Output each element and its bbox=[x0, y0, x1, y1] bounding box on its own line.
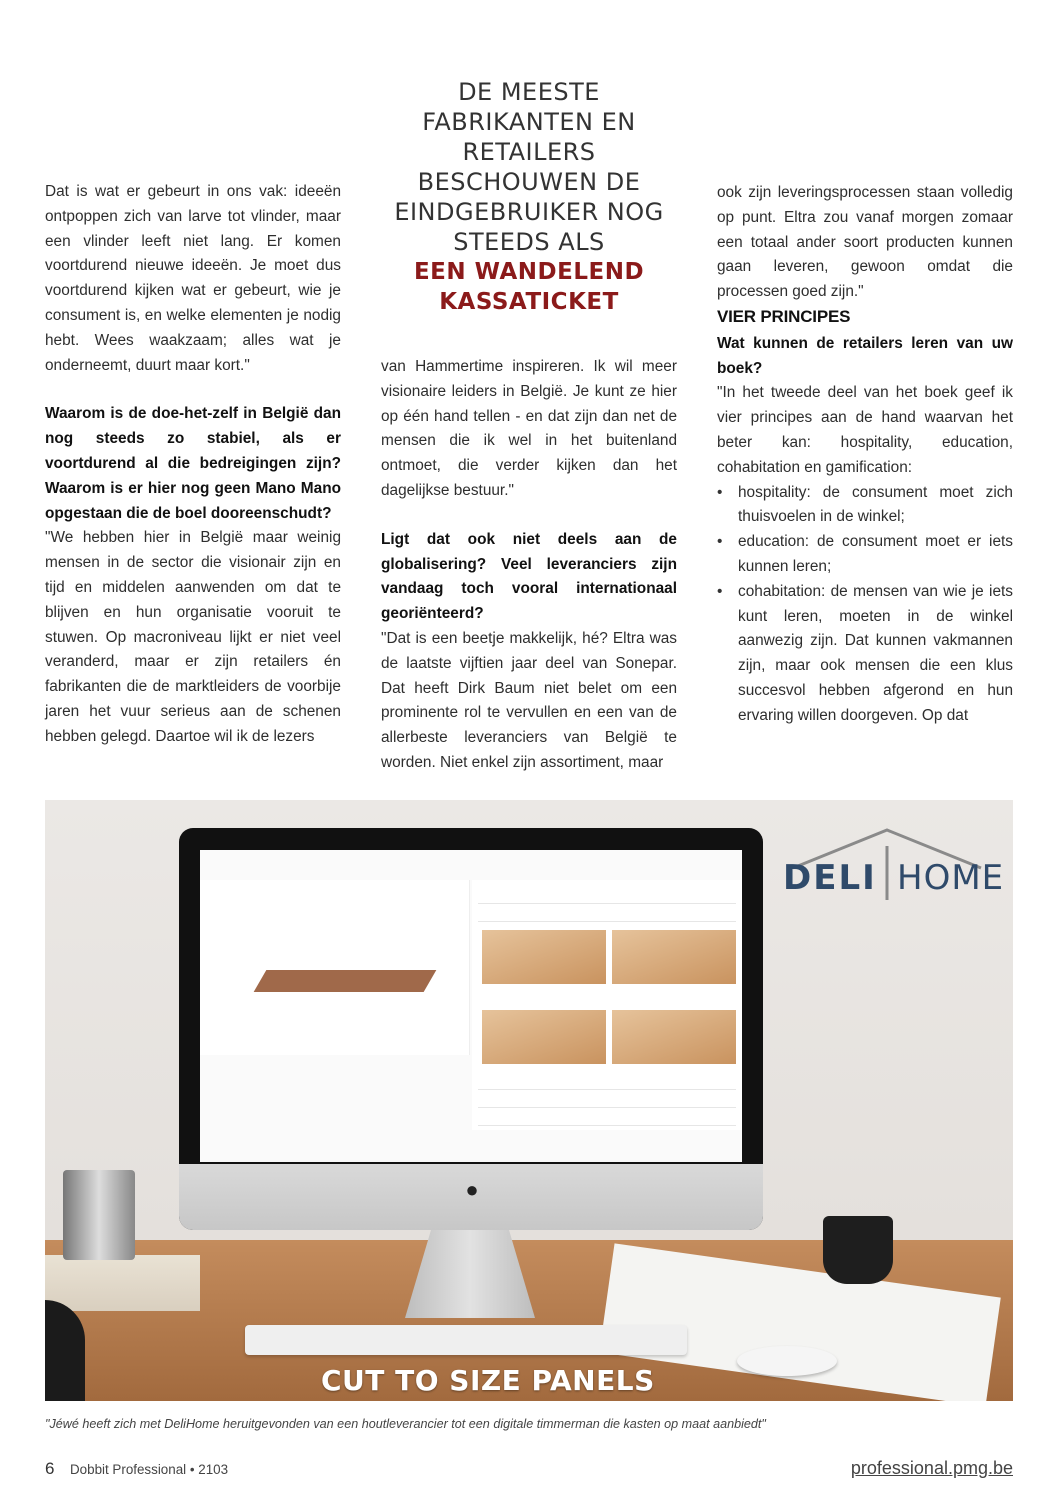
article-photo bbox=[45, 800, 1013, 1401]
interview-question: Waarom is de doe-het-zelf in België dan nog steeds zo stabiel, als er voortdurend al die bedreigingen zijn? Waarom is er hier nog geen Mano Mano opgestaan die de boel dooreenschudt? bbox=[45, 405, 341, 522]
photo-caption: "Jéwé heeft zich met DeliHome heruitgevonden van een houtleverancier tot een digitale timmerman die kasten op maat aanbiedt" bbox=[45, 1417, 766, 1431]
config-row bbox=[478, 1112, 736, 1126]
config-row bbox=[478, 908, 736, 922]
delihome-logo bbox=[783, 828, 1005, 908]
interview-answer: "We hebben hier in België maar weinig mensen in de sector die visionair zijn en tijd en middelen aanwenden om dat te blijven en hun organisatie vooruit te stuwen. Op macroniveau lijkt er niet veel veranderd, maar er zijn retailers én fabrikanten die de marktleiders de voorbije jaren het vuur serieus aan de schenen hebben gelegd. Daartoe wil ik de lezers bbox=[45, 529, 341, 745]
panel-3d-board bbox=[254, 970, 437, 992]
photo-mug bbox=[823, 1216, 893, 1284]
photo-monitor bbox=[179, 828, 763, 1230]
wood-swatch bbox=[482, 930, 606, 984]
configurator-preview bbox=[200, 880, 470, 1055]
wood-swatch bbox=[612, 1010, 736, 1064]
pull-quote-line: EINDGEBRUIKER NOG bbox=[394, 198, 664, 226]
publication-name: Dobbit Professional • 2103 bbox=[70, 1462, 229, 1477]
interview-answer: "Dat is een beetje makkelijk, hé? Eltra was de laatste vijftien jaar deel van Sonepar. Dat heeft Dirk Baum niet belet om een prominente rol te vervullen en een van de allerbeste leveranciers van België te worden. Niet enkel zijn assortiment, maar bbox=[381, 629, 677, 771]
pull-quote-highlight: KASSATICKET bbox=[439, 289, 619, 315]
page-number: 6 bbox=[45, 1459, 55, 1478]
monitor-screen bbox=[200, 850, 742, 1162]
apple-logo-icon: ● bbox=[465, 1177, 479, 1202]
pull-quote-line: FABRIKANTEN EN bbox=[422, 108, 636, 136]
logo-text-deli: DELI bbox=[783, 858, 877, 898]
logo-text-home: HOME bbox=[897, 858, 1005, 898]
body-paragraph: Dat is wat er gebeurt in ons vak: ideeën ontpoppen zich van larve tot vlinder, maar een vlinder leeft niet lang. Er komen voortdurend nieuwe ideeën. Je moet dus voortdurend kijken wat er gebeurt, wie je consument is, en welke elementen je nodig hebt. Wees waakzaam; alles wat je onderneemt, duurt maar kort." bbox=[45, 183, 341, 374]
article-column-2 bbox=[381, 355, 677, 776]
wood-swatch bbox=[482, 1010, 606, 1064]
pull-quote-line: RETAILERS bbox=[462, 138, 596, 166]
photo-keyboard bbox=[245, 1325, 687, 1355]
photo-books bbox=[45, 1255, 200, 1311]
website-link[interactable]: professional.pmg.be bbox=[850, 1458, 1013, 1478]
photo-mouse bbox=[737, 1346, 837, 1376]
pull-quote-line: BESCHOUWEN DE bbox=[417, 168, 641, 196]
pull-quote-line: DE MEESTE bbox=[458, 78, 600, 106]
interview-question: Wat kunnen de retailers leren van uw boek? bbox=[717, 334, 1013, 377]
list-item: • cohabitation: de mensen van wie je iets kunt leren, moeten in de winkel aanwezig zijn. Dat kunnen vakmannen zijn, maar ook mensen die een klus succesvol hebben afgerond en hun ervaring willen doorgeven. Op dat bbox=[717, 580, 1013, 729]
config-row bbox=[478, 1094, 736, 1108]
photo-banner-text: CUT TO SIZE PANELS bbox=[321, 1364, 655, 1397]
principles-list bbox=[717, 481, 1013, 729]
photo-pencil-cup bbox=[63, 1170, 135, 1260]
config-row bbox=[478, 1076, 736, 1090]
article-column-1 bbox=[45, 180, 341, 750]
configurator-options bbox=[472, 880, 742, 1130]
wood-swatch bbox=[612, 930, 736, 984]
list-item: • education: de consument moet er iets kunnen leren; bbox=[717, 530, 1013, 580]
article-column-3 bbox=[717, 181, 1013, 729]
list-item: • hospitality: de consument moet zich thuisvoelen in de winkel; bbox=[717, 481, 1013, 531]
pull-quote-line: STEEDS ALS bbox=[453, 228, 605, 256]
pull-quote-highlight: EEN WANDELEND bbox=[413, 259, 645, 285]
config-row bbox=[478, 890, 736, 904]
body-paragraph: ook zijn leveringsprocessen staan volledig op punt. Eltra zou vanaf morgen zomaar een totaal ander soort producten kunnen gaan leveren, gewoon omdat die processen goed zijn." bbox=[717, 184, 1013, 301]
interview-question: Ligt dat ook niet deels aan de globalisering? Veel leveranciers zijn vandaag toch vooral internationaal georiënteerd? bbox=[381, 530, 677, 623]
section-heading: VIER PRINCIPES bbox=[717, 306, 851, 326]
pull-quote bbox=[380, 77, 678, 317]
body-paragraph: van Hammertime inspireren. Ik wil meer visionaire leiders in België. Je kunt ze hier op één hand tellen - en dat zijn dan net de mensen die ik wel in het buitenland ontmoet, die verder kijken dan het dagelijkse bestuur." bbox=[381, 358, 677, 499]
interview-answer: "In het tweede deel van het boek geef ik vier principes aan de hand waarvan het beter kan: hospitality, education, cohabitation en gamification: bbox=[717, 384, 1013, 476]
